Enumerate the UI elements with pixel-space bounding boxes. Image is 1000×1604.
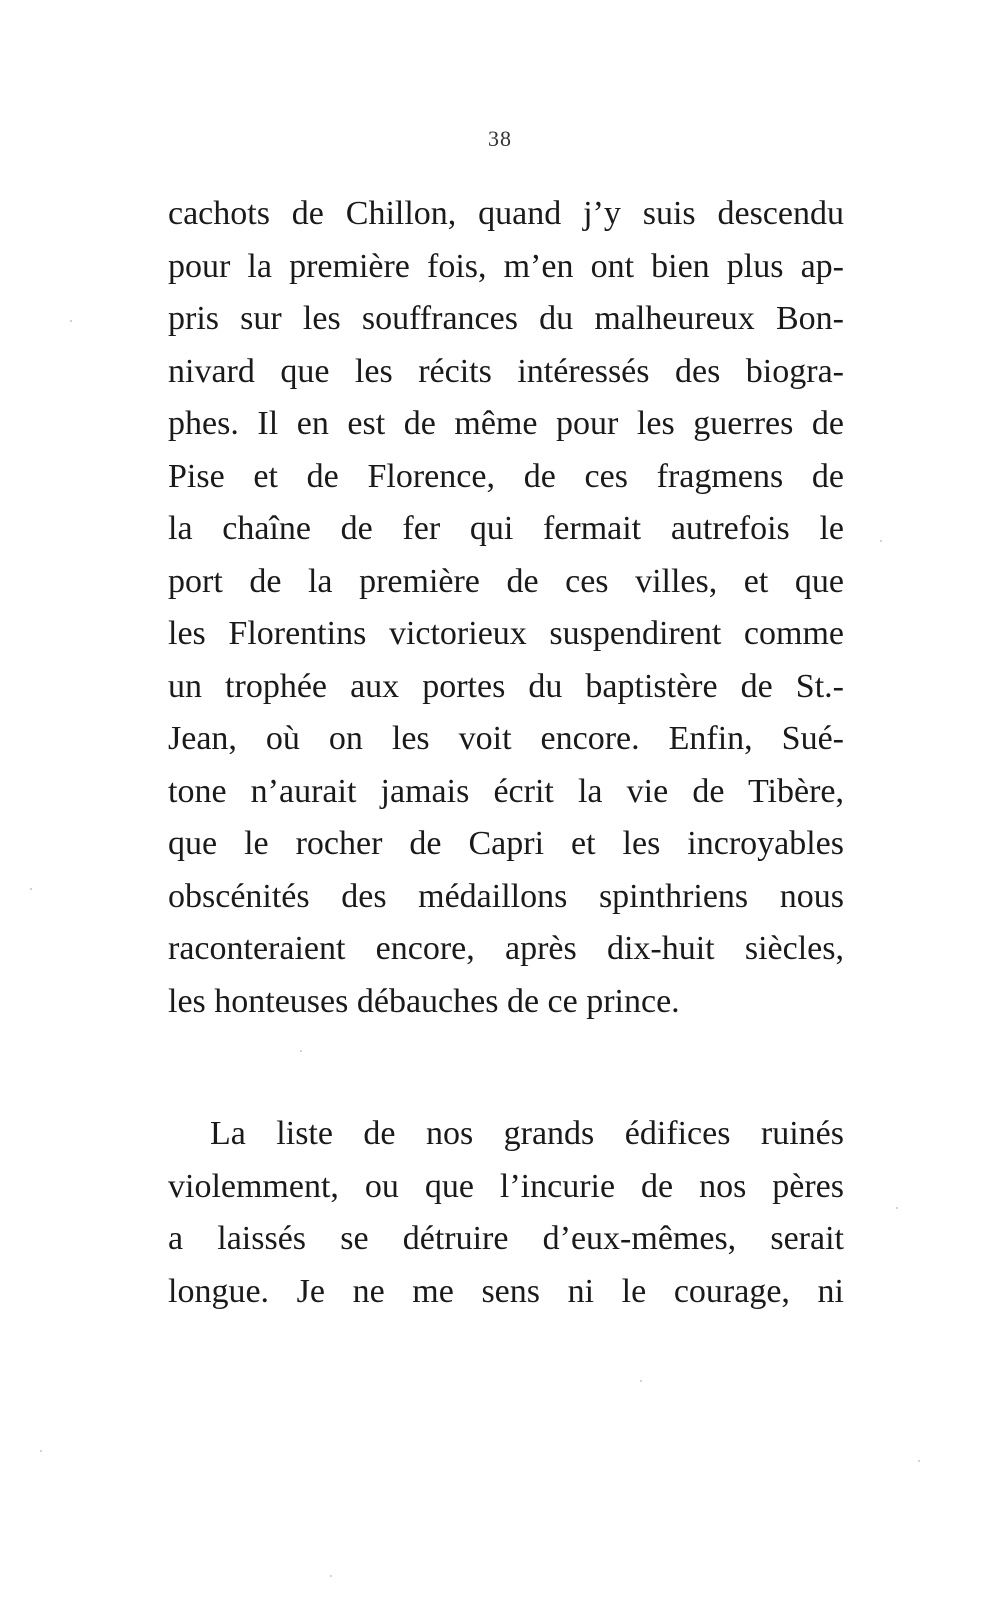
page-number: 38 — [488, 126, 512, 151]
paper-speck — [896, 1207, 898, 1209]
text-line: a laissés se détruire d’eux-mêmes, serait — [168, 1220, 844, 1257]
text-line: pour la première fois, m’en ont bien plus ap- — [168, 247, 844, 285]
paragraph-1 — [168, 188, 844, 1028]
text-line: nivard que les récits intéressés des biogra- — [168, 352, 844, 390]
paper-speck — [640, 1380, 642, 1382]
text-line: phes. Il en est de même pour les guerres de — [168, 405, 844, 442]
text-line: les Florentins victorieux suspendirent comme — [168, 615, 844, 652]
paper-speck — [330, 1575, 332, 1577]
text-line: tone n’aurait jamais écrit la vie de Tibère, — [168, 772, 844, 810]
text-line: que le rocher de Capri et les incroyables — [168, 825, 844, 862]
paper-speck — [880, 540, 882, 542]
paper-speck — [300, 1050, 302, 1052]
text-line: Jean, où on les voit encore. Enfin, Sué- — [168, 720, 844, 757]
paper-speck — [30, 888, 32, 890]
text-line: port de la première de ces villes, et que — [168, 562, 844, 600]
text-line: un trophée aux portes du baptistère de St.- — [168, 667, 844, 705]
text-line: longue. Je ne me sens ni le courage, ni — [168, 1272, 844, 1310]
paper-speck — [40, 1450, 42, 1452]
text-line: pris sur les souffrances du malheureux Bon- — [168, 300, 844, 337]
paper-speck — [918, 1460, 920, 1462]
text-line: violemment, ou que l’incurie de nos pères — [168, 1167, 844, 1205]
text-line: La liste de nos grands édifices ruinés — [210, 1115, 844, 1152]
paragraph-2 — [168, 1108, 844, 1318]
paper-speck — [70, 320, 72, 322]
text-line: cachots de Chillon, quand j’y suis descendu — [168, 195, 844, 232]
text-line: la chaîne de fer qui fermait autrefois le — [168, 510, 844, 547]
text-line: les honteuses débauches de ce prince. — [168, 982, 680, 1020]
text-line: obscénités des médaillons spinthriens nous — [168, 877, 844, 915]
text-line: Pise et de Florence, de ces fragmens de — [168, 457, 844, 495]
text-line: raconteraient encore, après dix-huit siècles, — [168, 930, 844, 967]
